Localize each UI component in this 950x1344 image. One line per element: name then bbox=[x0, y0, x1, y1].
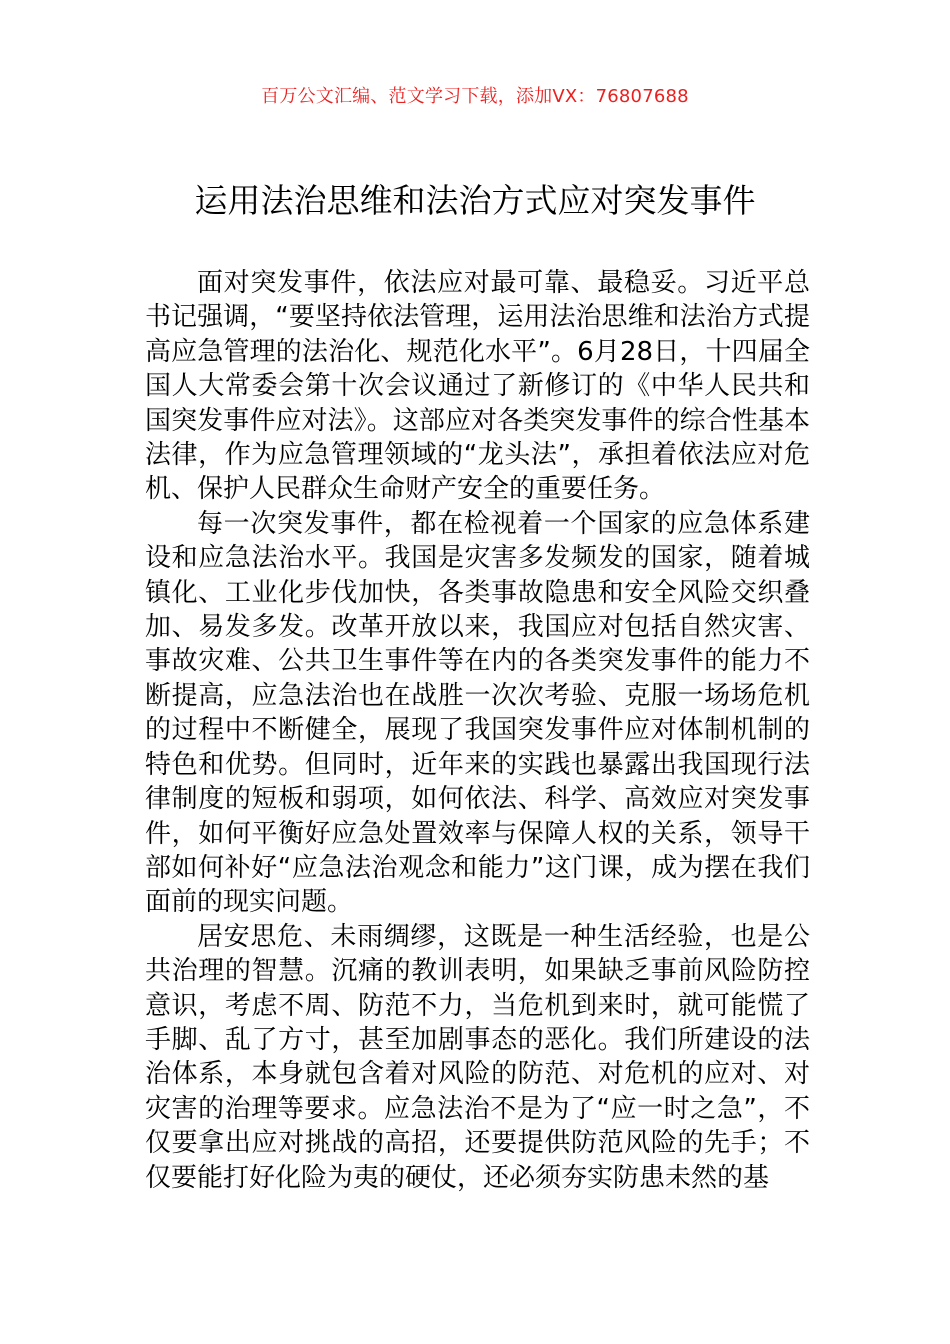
header-banner: 百万公文汇编、范文学习下载，添加VX：76807688 bbox=[261, 86, 689, 107]
paragraph-1: 面对突发事件，依法应对最可靠、最稳妥。习近平总书记强调，“要坚持依法管理，运用法治思维和法治方式提高应急管理的法治化、规范化水平”。6月28日，十四届全国人大常委会第十次会议通过了新修订的《中华人民共和国突发事件应对法》。这部应对各类突发事件的综合性基本法律，作为应急管理领域的“龙头法”，承担着依法应对危机、保护人民群众生命财产安全的重要任务。 bbox=[145, 268, 810, 505]
paragraph-2: 每一次突发事件，都在检视着一个国家的应急体系建设和应急法治水平。我国是灾害多发频发的国家，随着城镇化、工业化步伐加快，各类事故隐患和安全风险交织叠加、易发多发。改革开放以来，我国应对包括自然灾害、事故灾难、公共卫生事件等在内的各类突发事件的能力不断提高，应急法治也在战胜一次次考验、克服一场场危机的过程中不断健全，展现了我国突发事件应对体制机制的特色和优势。但同时，近年来的实践也暴露出我国现行法律制度的短板和弱项，如何依法、科学、高效应对突发事件，如何平衡好应急处置效率与保障人权的关系，领导干部如何补好“应急法治观念和能力”这门课，成为摆在我们面前的现实问题。 bbox=[145, 508, 810, 918]
document-body bbox=[145, 266, 810, 1195]
document-title: 运用法治思维和法治方式应对突发事件 bbox=[194, 181, 756, 220]
paragraph-3: 居安思危、未雨绸缪，这既是一种生活经验，也是公共治理的智慧。沉痛的教训表明，如果缺乏事前风险防控意识，考虑不周、防范不力，当危机到来时，就可能慌了手脚、乱了方寸，甚至加剧事态的恶化。我们所建设的法治体系，本身就包含着对风险的防范、对危机的应对、对灾害的治理等要求。应急法治不是为了“应一时之急”，不仅要拿出应对挑战的高招，还要提供防范风险的先手；不仅要能打好化险为夷的硬仗，还必须夯实防患未然的基 bbox=[145, 921, 810, 1193]
